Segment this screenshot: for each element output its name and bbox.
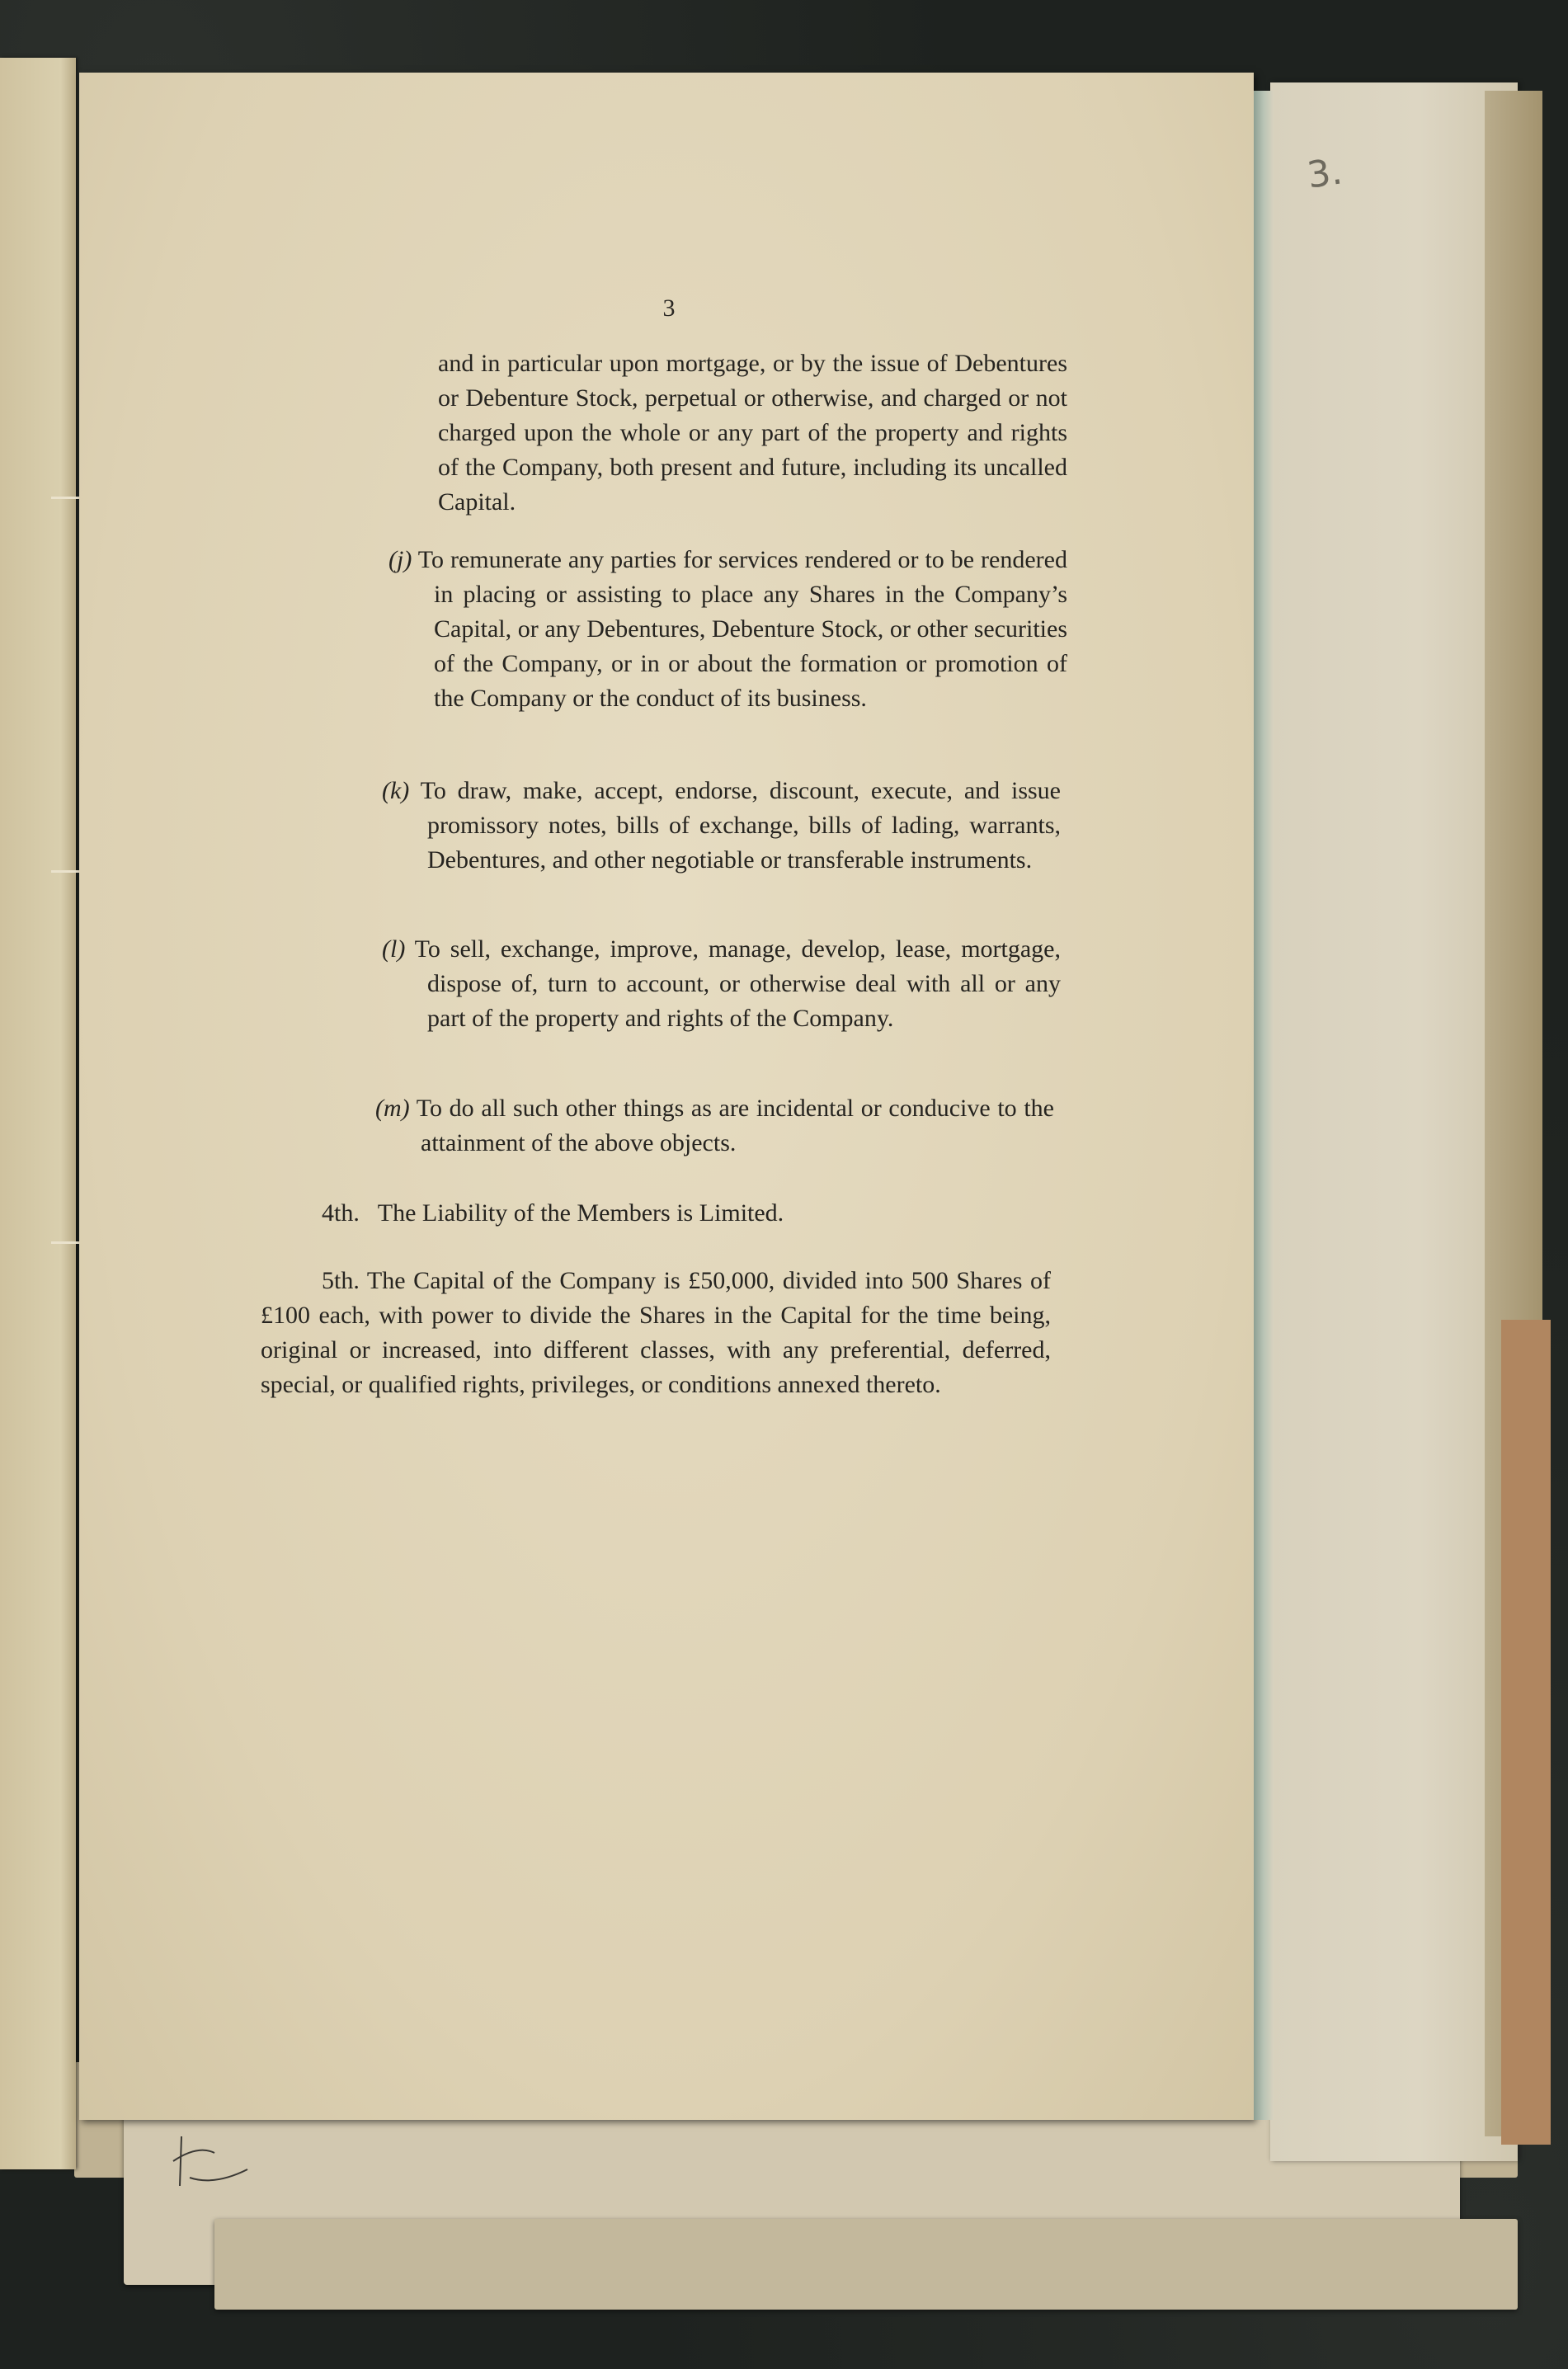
- underlying-sheet: [214, 2219, 1518, 2310]
- fourth-article: 4th. The Liability of the Members is Limited.: [322, 1199, 784, 1227]
- next-sheet-edge: [1270, 82, 1518, 2161]
- clause-label: (m): [375, 1095, 410, 1122]
- pencil-scribble: [165, 2128, 264, 2194]
- clause-l: [382, 932, 1061, 1036]
- clause-m: [375, 1091, 1054, 1161]
- fifth-article: 5th. The Capital of the Company is £50,000, divided into 500 Shares of £100 each, with power to divide the Shares in the Capital for the time being, original or increased, into different classes, with any preferential, deferred, special, or qualified rights, privileges, or conditions annexed thereto.: [261, 1267, 1051, 1398]
- facing-page-edge: [0, 58, 76, 2169]
- page-number: 3: [662, 294, 676, 322]
- clause-text: To draw, make, accept, endorse, discount, execute, and issue promissory notes, bills of exchange, bills of lading, warrants, Debentures, and other negotiable or transferable instruments.: [420, 777, 1061, 874]
- clause-k: [382, 774, 1061, 878]
- clause-j: [388, 543, 1067, 716]
- clause-text: To remunerate any parties for services rendered or to be rendered in placing or assisting to place any Shares in the Company’s Capital, or any Debentures, Debenture Stock, or other securities of the Company, or in or about the formation or promotion of the Company or the conduct of its business.: [417, 546, 1067, 712]
- continuation-paragraph: and in particular upon mortgage, or by the issue of Debentures or Debenture Stock, perpetual or otherwise, and charged or not charged upon the whole or any part of the property and rights of the Company, both present and future, including its uncalled Capital.: [438, 350, 1067, 516]
- clause-label: (k): [382, 777, 410, 804]
- page-edge: [1254, 91, 1274, 2120]
- pencil-folio-number: 3.: [1304, 150, 1345, 197]
- clause-text: To sell, exchange, improve, manage, develop, lease, mortgage, dispose of, turn to account, or otherwise deal with all or any part of the property and rights of the Company.: [414, 935, 1061, 1032]
- clause-label: (l): [382, 935, 406, 963]
- next-sheet-edge: [1501, 1320, 1551, 2145]
- clause-text: To do all such other things as are incidental or conducive to the attainment of the above objects.: [416, 1095, 1054, 1156]
- clause-label: (j): [388, 546, 412, 573]
